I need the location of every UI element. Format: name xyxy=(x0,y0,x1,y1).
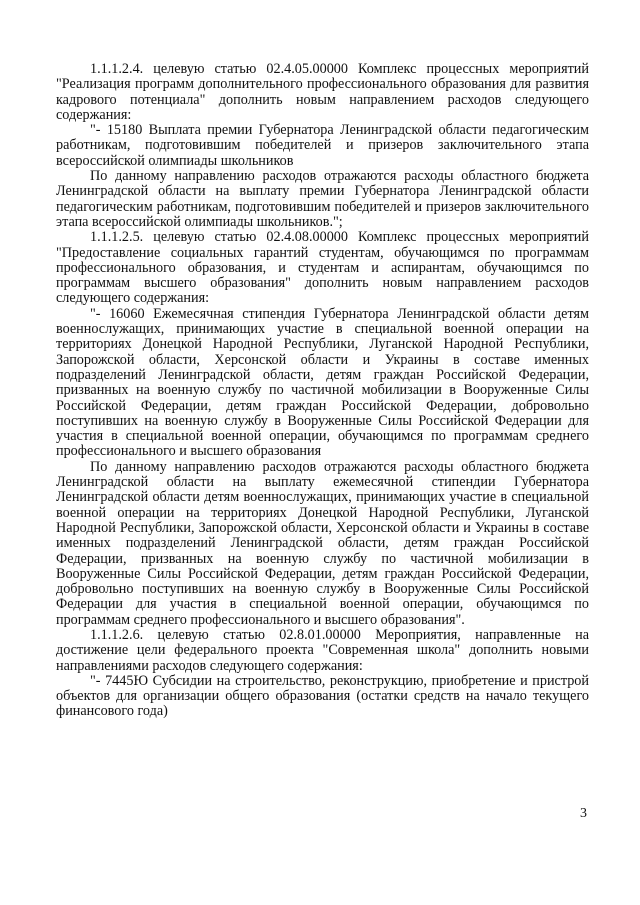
paragraph-1-1-1-2-6: 1.1.1.2.6. целевую статью 02.8.01.00000 Мероприятия, направленные на достижение цели федерального проекта "Современная школа" дополнить новыми направлениями расходов следующего содержания: xyxy=(56,626,589,674)
paragraph-direction-15180-description: По данному направлению расходов отражаются расходы областного бюджета Ленинградской области на выплату премии Губернатора Ленинградской области педагогическим работникам, подготовившим победителей и призеров заключительного этапа всероссийской олимпиады школьников."; xyxy=(56,168,589,230)
paragraph-1-1-1-2-4: 1.1.1.2.4. целевую статью 02.4.05.00000 Комплекс процессных мероприятий "Реализация программ дополнительного профессионального образования для развития кадрового потенциала" дополнить новым направлением расходов следующего содержания: xyxy=(56,61,589,123)
paragraph-1-1-1-2-5: 1.1.1.2.5. целевую статью 02.4.08.00000 Комплекс процессных мероприятий "Предоставление социальных гарантий студентам, обучающимся по программам профессионального образования, и студентам и аспирантам, обучающимся по программам высшего образования" дополнить новым направлением расходов следующего содержания: xyxy=(56,229,589,307)
paragraph-direction-15180: "- 15180 Выплата премии Губернатора Ленинградской области педагогическим работникам, подготовившим победителей и призеров заключительного этапа всероссийской олимпиады школьников xyxy=(56,122,589,169)
paragraph-direction-7445u: "- 7445Ю Субсидии на строительство, реконструкцию, приобретение и пристрой объектов для организации общего образования (остатки средств на начало текущего финансового года) xyxy=(56,672,589,720)
paragraph-direction-16060: "- 16060 Ежемесячная стипендия Губернатора Ленинградской области детям военнослужащих, принимающих участие в специальной военной операции на территориях Донецкой Народной Республики, Луганской Народной Республики, Запорожской области, Херсонской области и Украины в составе именных подразделений Ленинградской области, детям граждан Российской Федерации, призванных на военную службу по частичной мобилизации в Вооруженные Силы Российской Федерации, детям граждан Российской Федерации, добровольно поступивших на военную службу в Вооруженные Силы Российской Федерации для участия в специальной военной операции, обучающимся по программам среднего профессионального и высшего образования xyxy=(56,305,589,460)
paragraph-direction-16060-description: По данному направлению расходов отражаются расходы областного бюджета Ленинградской области на выплату ежемесячной стипендии Губернатора Ленинградской области детям военнослужащих, принимающих участие в специальной военной операции на территориях Донецкой Народной Республики, Луганской Народной Республики, Запорожской области, Херсонской области и Украины в составе именных подразделений Ленинградской области, детям граждан Российской Федерации, призванных на военную службу по частичной мобилизации в Вооруженные Силы Российской Федерации, детям граждан Российской Федерации, добровольно поступивших на военную службу в Вооруженные Силы Российской Федерации для участия в специальной военной операции, обучающимся по программам среднего профессионального и высшего образования". xyxy=(56,458,589,628)
document-body xyxy=(56,62,589,720)
page-number: 3 xyxy=(580,806,587,821)
